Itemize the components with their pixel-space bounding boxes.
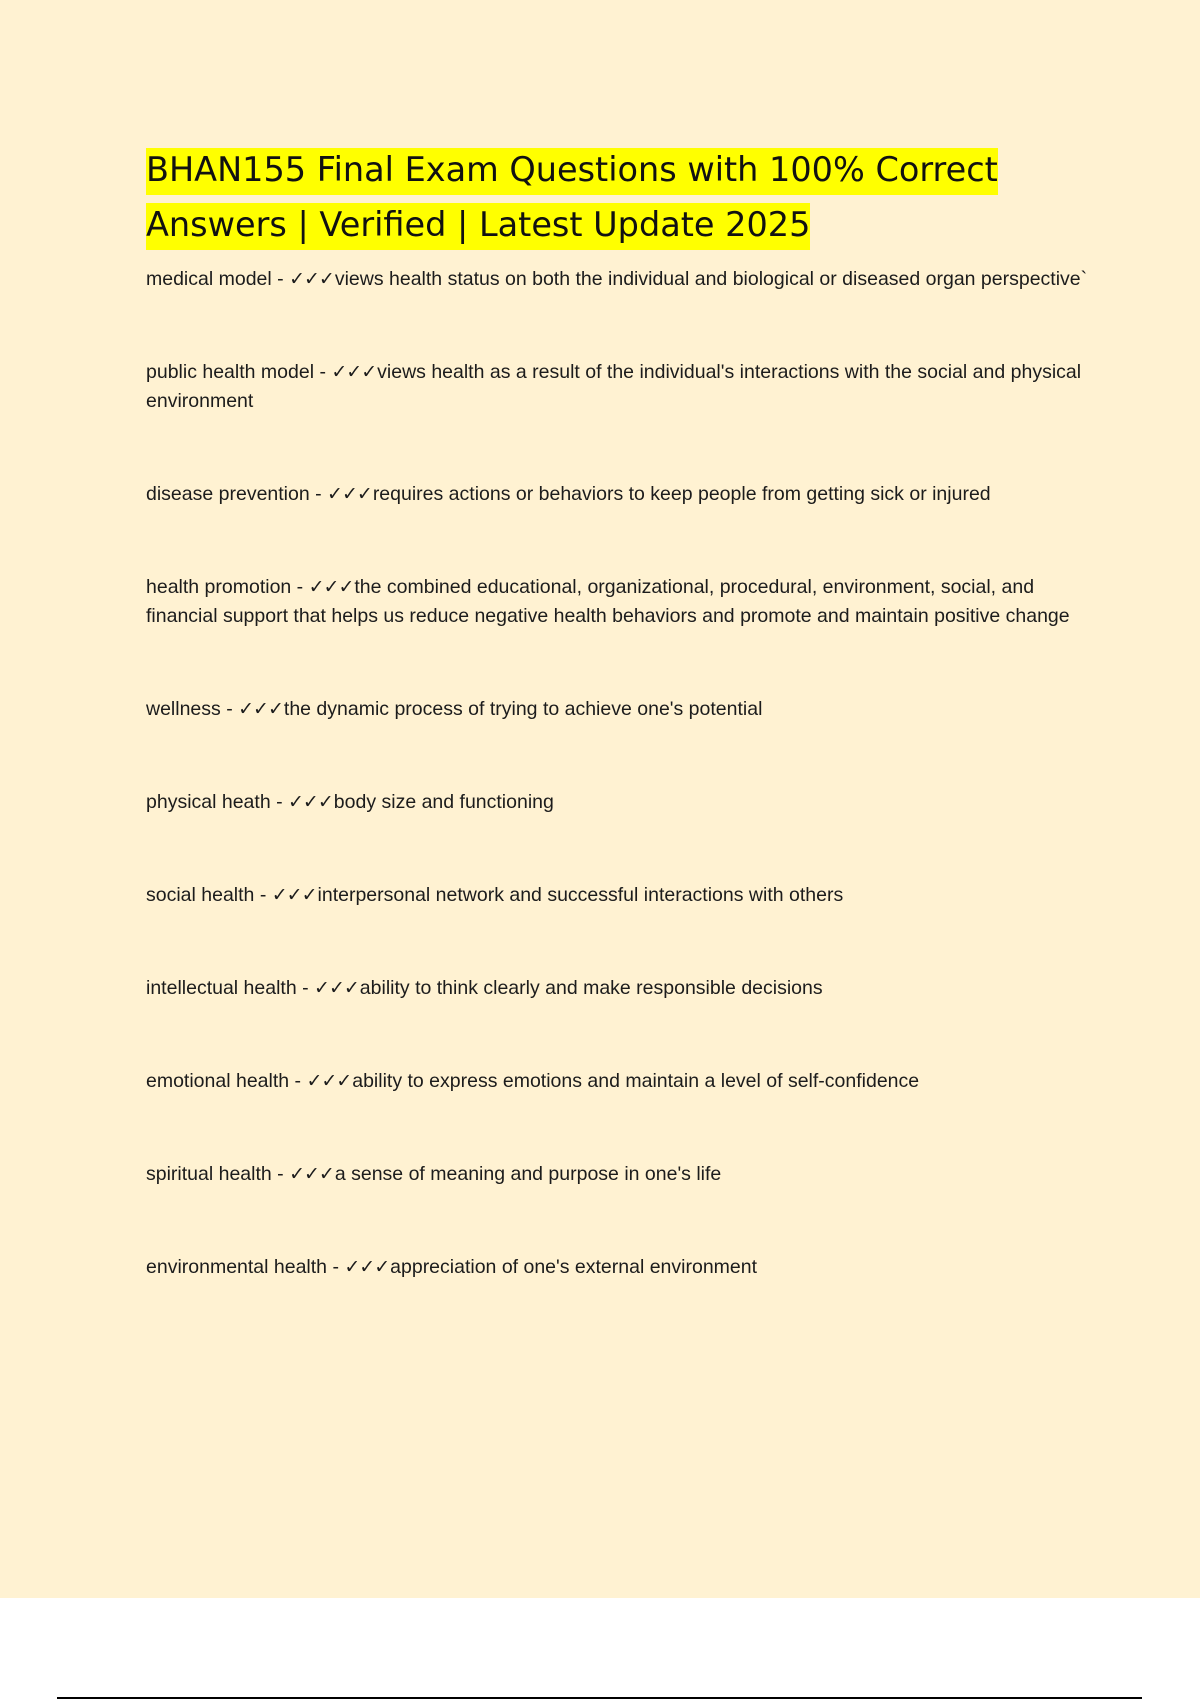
term-item: wellness - ✓✓✓the dynamic process of trying to achieve one's potential [146, 698, 763, 720]
term-name: disease prevention [146, 483, 310, 505]
check-marks-icon: ✓✓✓ [344, 1256, 390, 1278]
check-marks-icon: ✓✓✓ [331, 361, 377, 383]
check-marks-icon: ✓✓✓ [288, 791, 333, 813]
term-definition: a sense of meaning and purpose in one's life [334, 1163, 722, 1185]
term-definition: body size and functioning [333, 791, 554, 813]
term-name: emotional health [146, 1070, 290, 1092]
term-definition: appreciation of one's external environment [390, 1256, 758, 1278]
term-list [146, 265, 1096, 1282]
term-item: health promotion - ✓✓✓the combined educational, organizational, procedural, environment, social, and financial support that helps us reduce negative health behaviors and promote and maintain positive change [146, 576, 1070, 627]
check-marks-icon: ✓✓✓ [289, 1163, 334, 1185]
check-marks-icon: ✓✓✓ [327, 483, 372, 505]
term-name: medical model [146, 268, 272, 290]
term-definition: the combined educational, organizational, procedural, environment, social, and financial support that helps us reduce negative health behaviors and promote and maintain positive change [146, 576, 1070, 627]
term-name: physical heath [146, 791, 271, 813]
term-definition: ability to think clearly and make responsible decisions [359, 977, 823, 999]
term-name: health promotion [146, 576, 292, 598]
check-marks-icon: ✓✓✓ [306, 1070, 352, 1092]
term-definition: requires actions or behaviors to keep people from getting sick or injured [372, 483, 991, 505]
term-definition: the dynamic process of trying to achieve one's potential [283, 698, 763, 720]
check-marks-icon: ✓✓✓ [314, 977, 359, 999]
term-item: intellectual health - ✓✓✓ability to think clearly and make responsible decisions [146, 977, 823, 999]
check-marks-icon: ✓✓✓ [289, 268, 334, 290]
term-item: disease prevention - ✓✓✓requires actions or behaviors to keep people from getting sick or injured [146, 483, 991, 505]
page-divider [57, 1697, 1142, 1699]
term-definition: views health as a result of the individual's interactions with the social and physical environment [146, 361, 1082, 412]
term-item: emotional health - ✓✓✓ability to express emotions and maintain a level of self-confidence [146, 1070, 920, 1092]
term-item: medical model - ✓✓✓views health status on both the individual and biological or diseased organ perspective` [146, 268, 1088, 290]
check-marks-icon: ✓✓✓ [271, 884, 317, 906]
term-name: environmental health [146, 1256, 328, 1278]
term-name: public health model [146, 361, 315, 383]
term-item: social health - ✓✓✓interpersonal network and successful interactions with others [146, 884, 844, 906]
term-name: spiritual health [146, 1163, 272, 1185]
term-definition: ability to express emotions and maintain a level of self-confidence [352, 1070, 920, 1092]
term-definition: interpersonal network and successful interactions with others [317, 884, 844, 906]
term-item: public health model - ✓✓✓views health as a result of the individual's interactions with the social and physical environment [146, 361, 1082, 412]
document-title [146, 142, 1006, 252]
term-name: intellectual health [146, 977, 297, 999]
term-item: environmental health - ✓✓✓appreciation of one's external environment [146, 1256, 758, 1278]
term-item: physical heath - ✓✓✓body size and functioning [146, 791, 554, 813]
term-name: wellness [146, 698, 221, 720]
term-item: spiritual health - ✓✓✓a sense of meaning and purpose in one's life [146, 1163, 722, 1185]
title-highlight: BHAN155 Final Exam Questions with 100% Correct Answers | Verified | Latest Update 2025 [146, 148, 998, 250]
check-marks-icon: ✓✓✓ [308, 576, 354, 598]
check-marks-icon: ✓✓✓ [238, 698, 283, 720]
term-name: social health [146, 884, 255, 906]
term-definition: views health status on both the individual and biological or diseased organ perspective` [334, 268, 1088, 290]
